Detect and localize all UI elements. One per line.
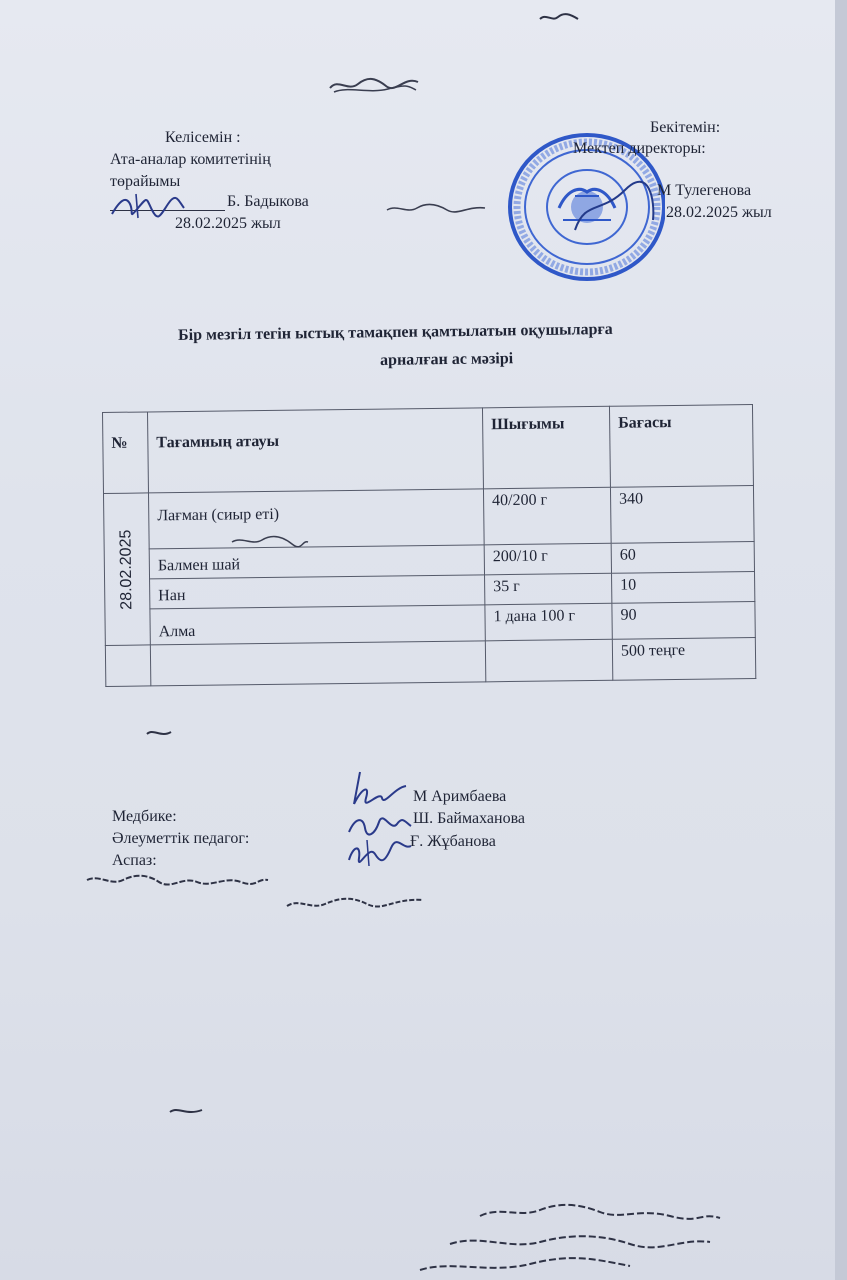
approval-left-role-line2: төрайымы	[110, 173, 181, 190]
approval-right-signer: М Тулегенова	[657, 182, 752, 199]
dish-price: 10	[612, 572, 755, 604]
dish-name: Нан	[150, 575, 485, 609]
dish-price: 340	[610, 486, 754, 544]
top-scribble-mark	[538, 10, 580, 26]
menu-title-line2: арналған ас мәзірі	[380, 350, 514, 369]
bottom-scribble-mark-4	[410, 1198, 730, 1278]
top-scribble-mark-2	[328, 72, 420, 96]
dish-yield: 1 дана 100 г	[485, 603, 612, 641]
header-dish-name: Тағамның атауы	[148, 408, 484, 493]
cook-name: Ғ. Жұбанова	[410, 833, 496, 850]
nurse-signature-image	[340, 768, 410, 810]
approval-right-heading: Бекітемін:	[650, 119, 721, 136]
dish-name: Лағман (сиыр еті)	[148, 489, 484, 549]
dish-yield: 35 г	[485, 573, 612, 605]
total-price: 500 теңге	[612, 638, 755, 681]
nurse-name: М Аримбаева	[413, 788, 507, 805]
social-pedagog-label: Әлеуметтік педагог:	[112, 830, 250, 847]
approval-left-signer: Б. Бадыкова	[227, 193, 309, 210]
table-total-row	[105, 638, 755, 687]
header-yield: Шығымы	[482, 406, 610, 489]
bottom-scribble-mark-2	[285, 892, 425, 916]
total-empty-cell	[150, 641, 485, 686]
dish-price: 60	[611, 542, 754, 574]
table-scribble-mark	[230, 532, 310, 552]
dish-name: Алма	[150, 605, 485, 645]
bottom-scribble-mark	[85, 872, 270, 890]
nurse-label: Медбике:	[112, 808, 177, 825]
table-date: 28.02.2025	[117, 529, 136, 610]
dish-yield: 200/10 г	[484, 543, 611, 575]
cook-signature-image	[345, 836, 415, 868]
approval-right-date: 28.02.2025 жыл	[666, 204, 772, 221]
table-header-row	[103, 405, 754, 494]
menu-table	[102, 404, 756, 687]
cook-label: Аспаз:	[112, 852, 157, 869]
total-empty-cell	[485, 639, 612, 682]
table-row	[103, 486, 754, 550]
approval-left-role-line1: Ата-аналар комитетінің	[110, 151, 271, 168]
dish-price: 90	[612, 602, 755, 640]
header-price: Бағасы	[609, 405, 753, 488]
mid-scribble-mark	[385, 200, 487, 216]
header-number: №	[103, 412, 149, 494]
approval-left-date: 28.02.2025 жыл	[175, 215, 281, 232]
social-pedagog-name: Ш. Баймаханова	[413, 810, 526, 827]
social-signature-image	[345, 812, 413, 838]
menu-title-line1: Бір мезгіл тегін ыстық тамақпен қамтылатын оқушыларға	[178, 320, 613, 344]
bottom-scribble-mark-3	[168, 1104, 204, 1118]
total-empty-cell	[105, 645, 150, 687]
dish-yield: 40/200 г	[483, 487, 611, 545]
approval-right-role: Мектеп директоры:	[573, 140, 706, 157]
small-scribble-mark	[145, 726, 173, 740]
approval-left-heading: Келісемін :	[165, 129, 241, 146]
dish-name: Балмен шай	[149, 545, 484, 579]
date-cell	[103, 493, 150, 646]
